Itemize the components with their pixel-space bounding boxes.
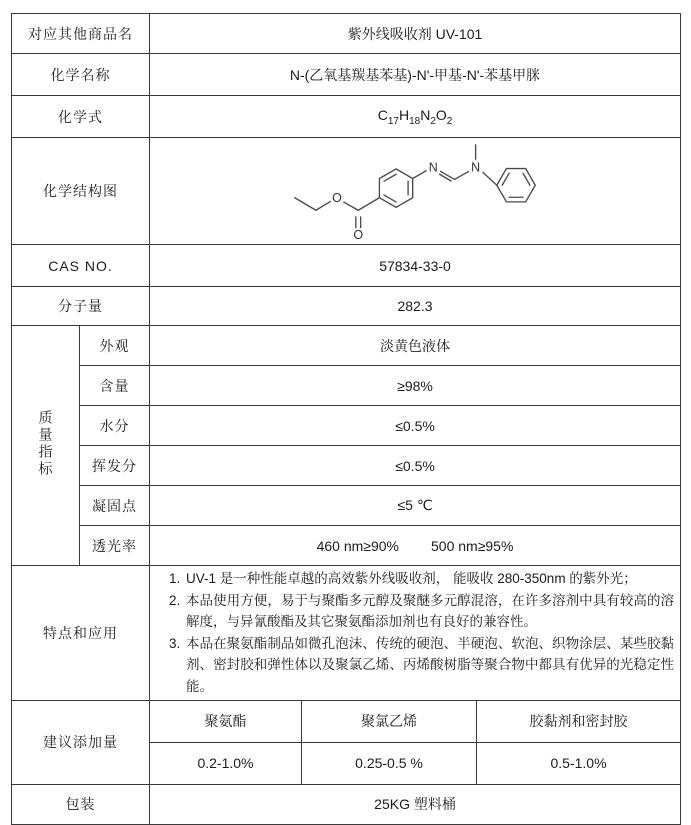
formula-subscript: 2 <box>446 115 453 127</box>
transmittance-value <box>150 526 681 566</box>
dosage-column-polyurethane: 聚氨酯 <box>150 700 302 742</box>
chemical-name-value: N-(乙氧基羰基苯基)-N'-甲基-N'-苯基甲脒 <box>150 54 681 96</box>
quality-index-vertical-text: 质量指标 <box>37 410 54 478</box>
features-label: 特点和应用 <box>12 566 150 701</box>
formula-subscript: 2 <box>430 115 436 127</box>
trade-name-value: 紫外线吸收剂 UV-101 <box>150 14 681 54</box>
amine-nitrogen-atom-label: N <box>471 160 481 175</box>
transmittance-label: 透光率 <box>80 526 150 566</box>
dosage-column-adhesive-sealant: 胶黏剂和密封胶 <box>477 700 681 742</box>
row-features <box>12 566 681 701</box>
formula-subscript: 18 <box>409 115 421 127</box>
row-chemical-structure <box>12 138 681 245</box>
chemical-structure-drawing <box>154 140 676 242</box>
volatiles-label: 挥发分 <box>80 446 150 486</box>
volatiles-value: ≤0.5% <box>150 446 681 486</box>
trade-name-label: 对应其他商品名 <box>12 14 150 54</box>
appearance-label: 外观 <box>80 326 150 366</box>
row-quality-moisture <box>12 406 681 446</box>
moisture-label: 水分 <box>80 406 150 446</box>
dosage-column-pvc: 聚氯乙烯 <box>302 700 477 742</box>
packing-value: 25KG 塑料桶 <box>150 784 681 824</box>
molecular-weight-label: 分子量 <box>12 287 150 326</box>
row-trade-name <box>12 14 681 54</box>
chemical-structure-label: 化学结构图 <box>12 138 150 245</box>
transmittance-value-460nm: 460 nm≥90% <box>316 537 399 554</box>
chemical-structure-cell <box>150 138 681 245</box>
feature-item: 1. UV-1 是一种性能卓越的高效紫外线吸收剂， 能吸收 280-350nm 的紫外光； <box>184 568 674 590</box>
product-spec-sheet <box>11 13 681 825</box>
row-molecular-weight <box>12 287 681 326</box>
content-value: ≥98% <box>150 366 681 406</box>
features-list <box>154 568 676 698</box>
row-cas-number <box>12 245 681 287</box>
row-quality-content <box>12 366 681 406</box>
dosage-label: 建议添加量 <box>12 700 150 784</box>
formula-element: C <box>377 106 388 123</box>
chemical-name-label: 化学名称 <box>12 54 150 96</box>
feature-item: 2. 本品使用方便，易于与聚酯多元醇及聚醚多元醇混溶，在许多溶剂中具有较高的溶解度，与异氰酸酯及其它聚氨酯添加剂也有良好的兼容性。 <box>184 590 674 633</box>
content-label: 含量 <box>80 366 150 406</box>
imine-nitrogen-atom-label: N <box>428 160 438 175</box>
chemical-formula-label: 化学式 <box>12 96 150 138</box>
row-chemical-name <box>12 54 681 96</box>
carbonyl-oxygen-atom-label: O <box>353 228 364 242</box>
row-quality-volatiles <box>12 446 681 486</box>
ester-oxygen-atom-label: O <box>332 191 342 206</box>
appearance-value: 淡黄色液体 <box>150 326 681 366</box>
row-dosage-header <box>12 700 681 742</box>
formula-element: H <box>398 106 410 123</box>
packing-label: 包装 <box>12 784 150 824</box>
formula-element: O <box>435 106 447 123</box>
spec-table <box>11 13 681 825</box>
row-packing <box>12 784 681 824</box>
dosage-value-pvc: 0.25-0.5 % <box>302 742 477 784</box>
row-chemical-formula <box>12 96 681 138</box>
transmittance-value-500nm: 500 nm≥95% <box>431 537 514 554</box>
freezing-point-value: ≤5 ℃ <box>150 486 681 526</box>
cas-number-value: 57834-33-0 <box>150 245 681 287</box>
moisture-value: ≤0.5% <box>150 406 681 446</box>
molecular-weight-value: 282.3 <box>150 287 681 326</box>
chemical-formula-value <box>150 96 681 138</box>
quality-index-label <box>12 326 80 566</box>
dosage-value-adhesive-sealant: 0.5-1.0% <box>477 742 681 784</box>
row-quality-transmittance <box>12 526 681 566</box>
dosage-value-polyurethane: 0.2-1.0% <box>150 742 302 784</box>
formula-element: N <box>420 106 431 123</box>
row-quality-freezing-point <box>12 486 681 526</box>
row-quality-appearance <box>12 326 681 366</box>
features-cell <box>150 566 681 701</box>
feature-item: 3. 本品在聚氨酯制品如微孔泡沫、传统的硬泡、半硬泡、软泡、织物涂层、某些胶黏剂、密封胶和弹性体以及聚氯乙烯、丙烯酸树脂等聚合物中都具有优异的光稳定性能。 <box>184 633 674 698</box>
formula-subscript: 17 <box>387 115 399 127</box>
freezing-point-label: 凝固点 <box>80 486 150 526</box>
cas-number-label: CAS NO. <box>12 245 150 287</box>
